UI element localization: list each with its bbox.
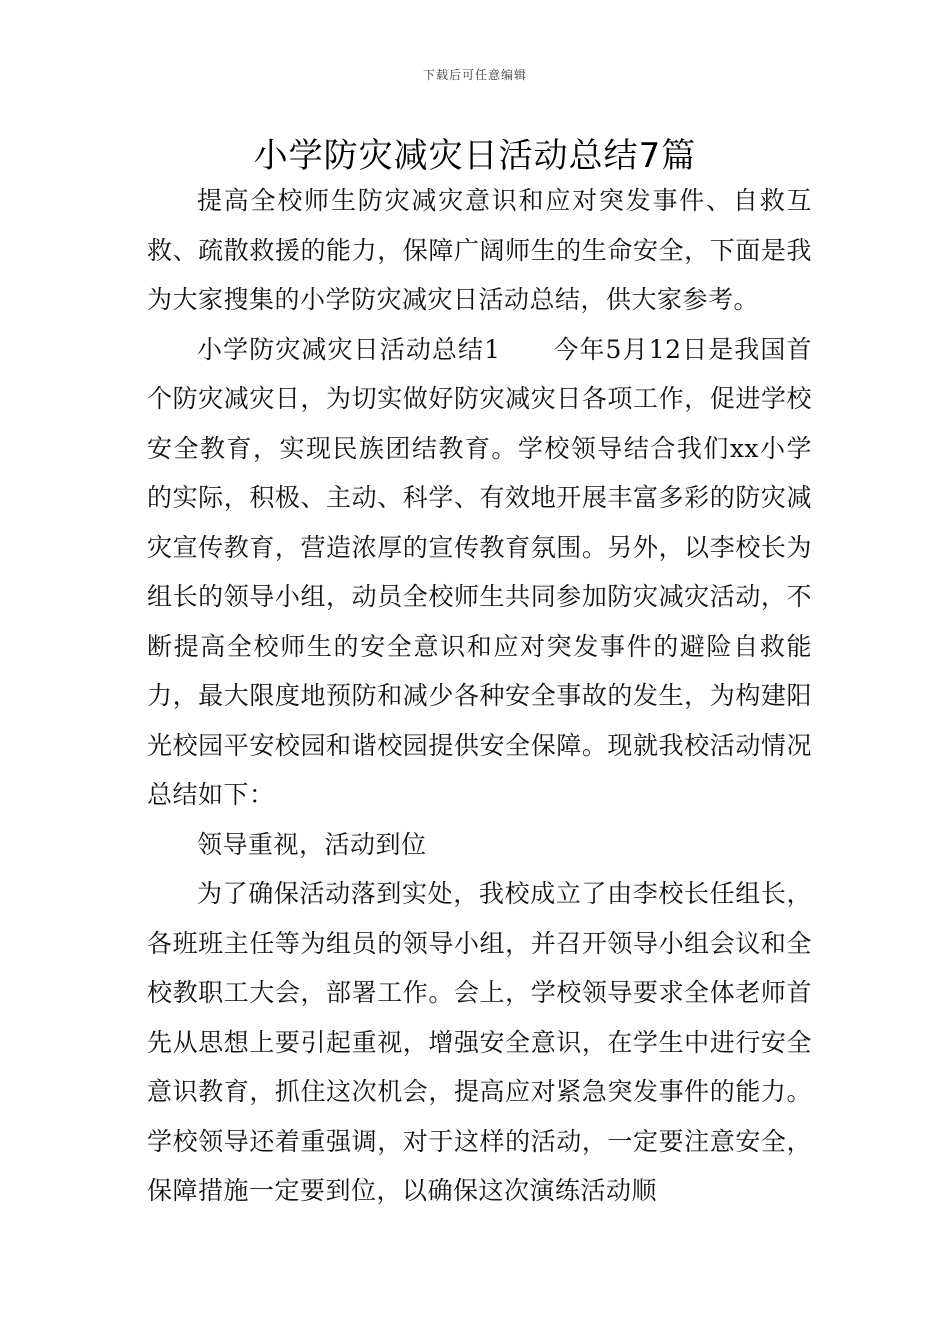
paragraph-intro: 提高全校师生防灾减灾意识和应对突发事件、自救互救、疏散救援的能力，保障广阔师生的生命安全，下面是我为大家搜集的小学防灾减灾日活动总结，供大家参考。 xyxy=(147,186,812,314)
document-body xyxy=(147,176,812,1216)
section-heading: 领导重视，活动到位 xyxy=(197,829,427,859)
document-title: 小学防灾减灾日活动总结7篇 xyxy=(253,136,697,176)
paragraph-summary-1: 小学防灾减灾日活动总结1 今年5月12日是我国首个防灾减灾日，为切实做好防灾减灾日各项工作，促进学校安全教育，实现民族团结教育。学校领导结合我们xx小学的实际，积极、主动、科学、有效地开展丰富多彩的防灾减灾宣传教育，营造浓厚的宣传教育氛围。另外，以李校长为组长的领导小组，动员全校师生共同参加防灾减灾活动，不断提高全校师生的安全意识和应对突发事件的避险自救能力，最大限度地预防和减少各种安全事故的发生，为构建阳光校园平安校园和谐校园提供安全保障。现就我校活动情况总结如下： xyxy=(147,334,812,809)
paragraph-leadership: 为了确保活动落到实处，我校成立了由李校长任组长，各班班主任等为组员的领导小组，并召开领导小组会议和全校教职工大会，部署工作。会上，学校领导要求全体老师首先从思想上要引起重视，增强安全意识，在学生中进行安全意识教育，抓住这次机会，提高应对紧急突发事件的能力。学校领导还着重强调，对于这样的活动，一定要注意安全，保障措施一定要到位，以确保这次演练活动顺 xyxy=(147,879,812,1205)
header-note: 下载后可任意编辑 xyxy=(422,68,527,82)
